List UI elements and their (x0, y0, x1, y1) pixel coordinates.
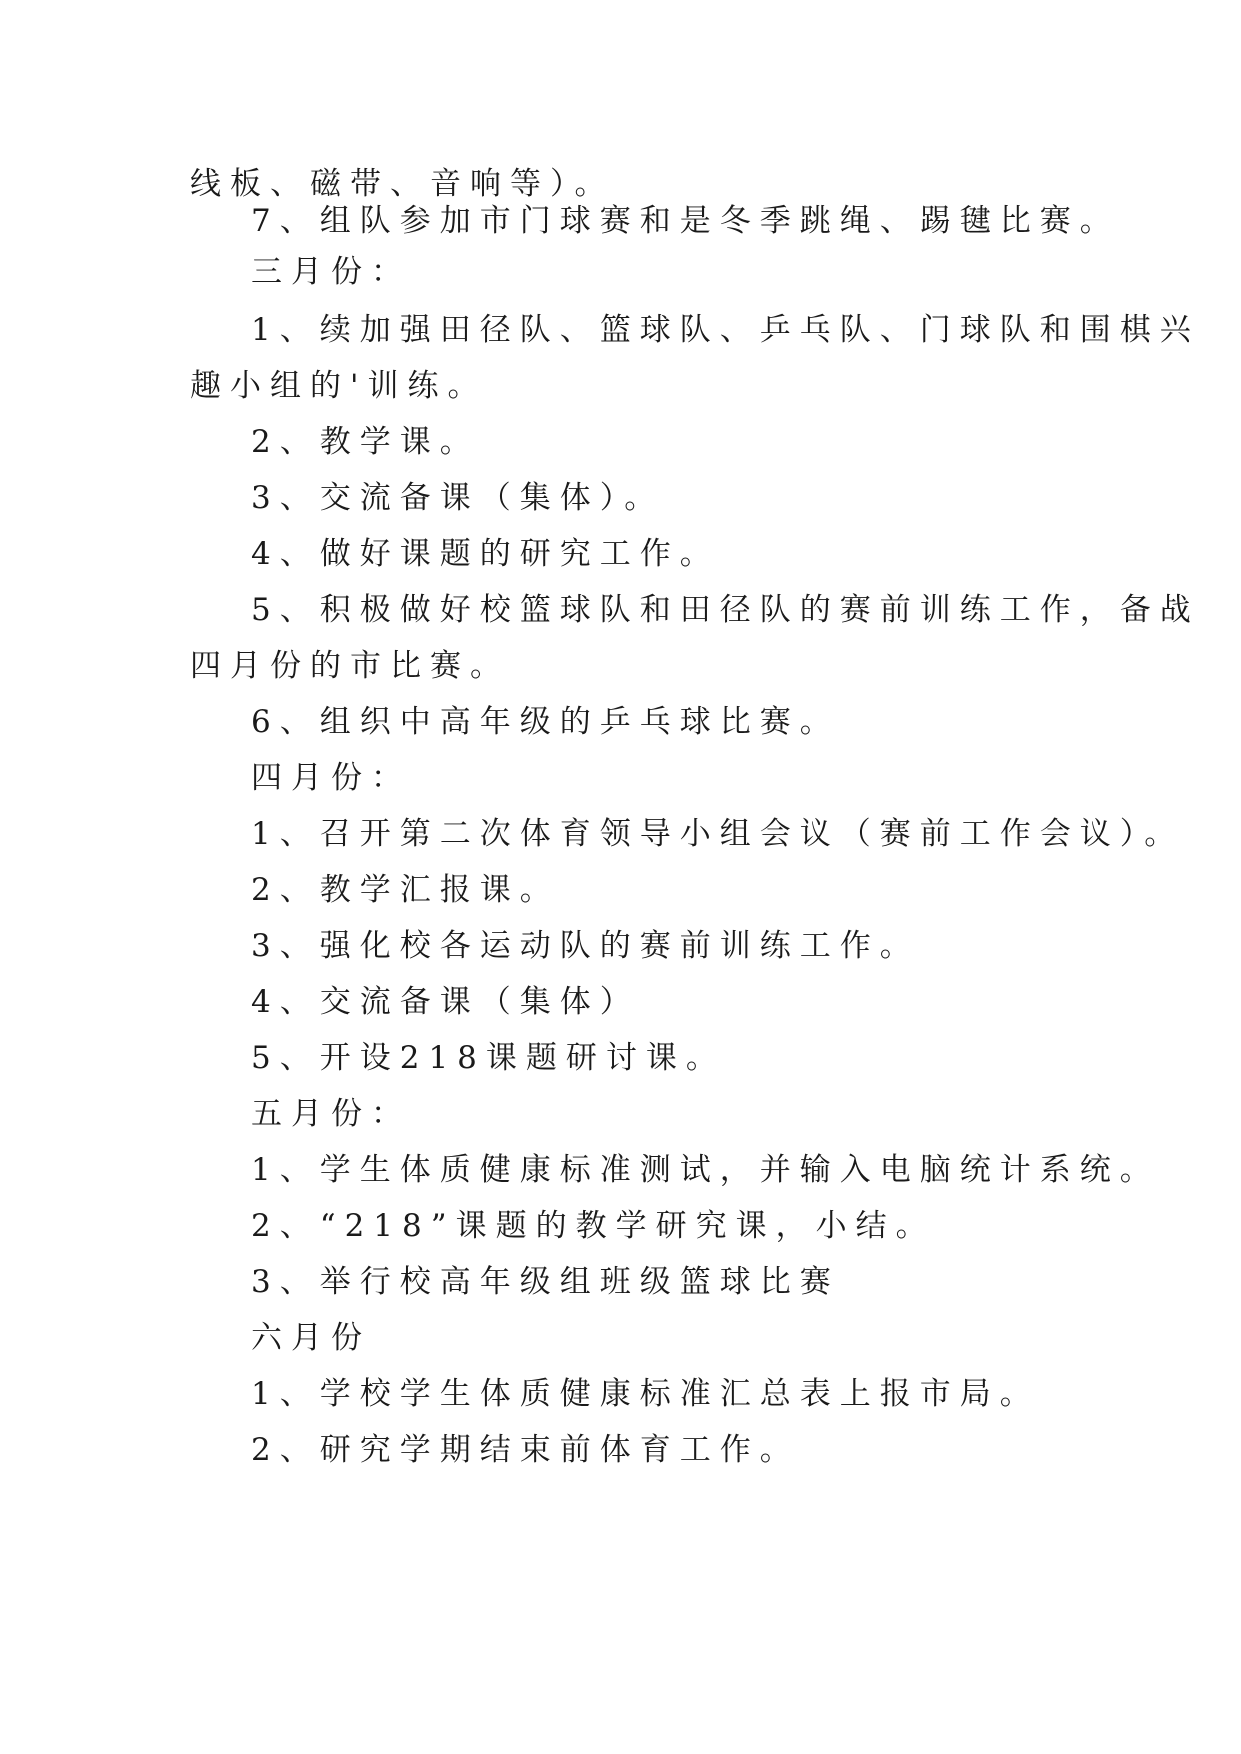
text-line: 4、做好课题的研究工作。 (251, 536, 720, 572)
text-line: 2、研究学期结束前体育工作。 (251, 1432, 800, 1468)
section-heading: 四月份： (251, 760, 411, 796)
text-line: 2、“218”课题的教学研究课，小结。 (251, 1208, 936, 1244)
text-line: 3、强化校各运动队的赛前训练工作。 (251, 928, 920, 964)
text-line: 四月份的市比赛。 (190, 648, 510, 684)
text-line: 趣小组的'训练。 (190, 368, 488, 404)
section-heading: 五月份： (251, 1096, 411, 1132)
text-line: 7、组队参加市门球赛和是冬季跳绳、踢毽比赛。 (251, 203, 1120, 239)
text-line: 3、举行校高年级组班级篮球比赛 (251, 1264, 840, 1300)
section-heading: 三月份： (251, 254, 411, 290)
text-line: 1、学校学生体质健康标准汇总表上报市局。 (251, 1376, 1040, 1412)
text-line: 3、交流备课（集体）。 (251, 480, 665, 516)
text-line: 4、交流备课（集体） (251, 984, 640, 1020)
text-line: 5、积极做好校篮球队和田径队的赛前训练工作，备战 (251, 592, 1200, 628)
text-line: 线板、磁带、音响等）。 (190, 166, 615, 202)
text-line: 2、教学汇报课。 (251, 872, 560, 908)
text-line: 1、续加强田径队、篮球队、乒乓队、门球队和围棋兴 (251, 312, 1200, 348)
text-line: 6、组织中高年级的乒乓球比赛。 (251, 704, 840, 740)
text-line: 2、教学课。 (251, 424, 480, 460)
text-line: 1、召开第二次体育领导小组会议（赛前工作会议）。 (251, 816, 1185, 852)
text-line: 5、开设218课题研讨课。 (251, 1040, 726, 1076)
text-line: 1、学生体质健康标准测试，并输入电脑统计系统。 (251, 1152, 1160, 1188)
section-heading: 六月份 (251, 1320, 371, 1356)
